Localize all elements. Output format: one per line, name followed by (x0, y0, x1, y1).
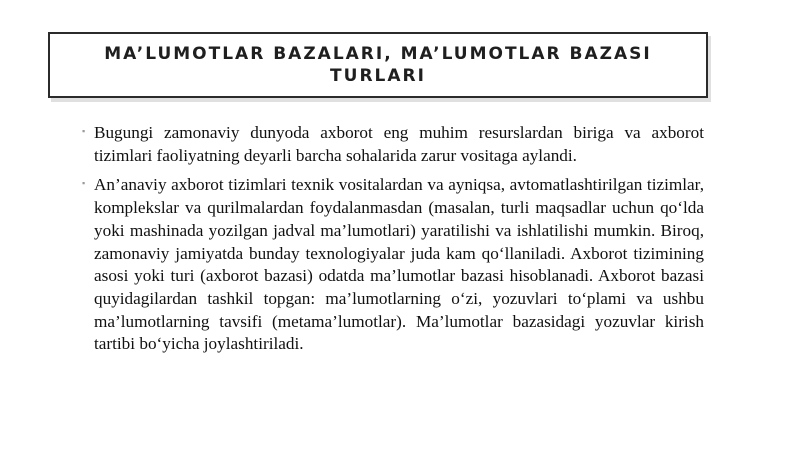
slide-content (82, 122, 704, 363)
slide-title-box (48, 32, 708, 98)
bullet-text: An’anaviy axborot tizimlari texnik vositalardan va ayniqsa, avtomatlashtirilgan tizimlar, komplekslar va qurilmalardan foydalanmasdan (masalan, turli maqsadlar uchun qo‘lda yoki mashinada yozilgan jadval ma’lumotlari) yaratilishi va ishlatilishi mumkin. Biroq, zamonaviy jamiyatda bunday texnologiyalar juda kam qo‘llaniladi. Axborot tizimining asosi yoki turi (axborot bazasi) odatda ma’lumotlar bazasi hisoblanadi. Axborot bazasi quyidagilardan tashkil topgan: ma’lumotlarning o‘zi, yozuvlari to‘plami va ushbu ma’lumotlarning tavsifi (metama’lumotlar). Ma’lumotlar bazasidagi yozuvlar kirish tartibi bo‘yicha joylashtiriladi. (94, 175, 704, 354)
bullet-item (82, 174, 704, 356)
bullet-square-icon: ▪ (82, 126, 86, 136)
bullet-square-icon: ▪ (82, 178, 86, 189)
bullet-text: Bugungi zamonaviy dunyoda axborot eng muhim resurslardan biriga va axborot tizimlari faoliyatning deyarli barcha sohalarida zarur vositaga aylandi. (94, 123, 704, 165)
bullet-item (82, 122, 704, 167)
slide-title: MA’LUMOTLAR BAZALARI, MA’LUMOTLAR BAZASI TURLARI (104, 44, 652, 86)
